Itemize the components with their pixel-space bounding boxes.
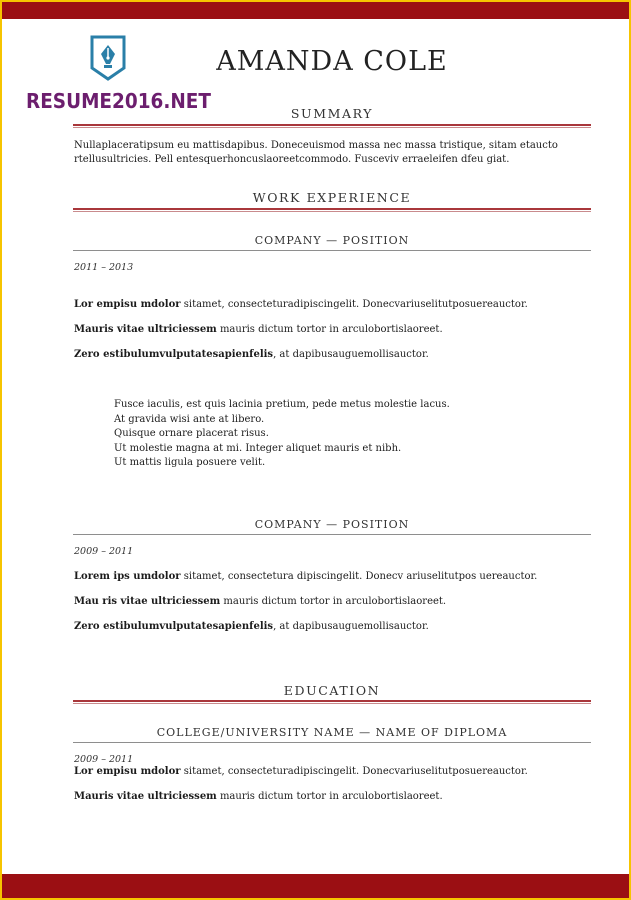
education-line-1-bold: Lor empisu mdolor xyxy=(74,766,181,777)
job-2-rule xyxy=(73,534,591,535)
job-2-line-2-text: mauris dictum tortor in arculobortislaoreet. xyxy=(220,596,447,607)
job-2-line-1-text: sitamet, consectetura dipiscingelit. Donecv ariuselitutpos uereauctor. xyxy=(180,571,538,582)
job-2-line-2 xyxy=(74,596,446,607)
job-1-line-1-bold: Lor empisu mdolor xyxy=(74,299,181,310)
job-1-detail: Quisque ornare placerat risus. xyxy=(114,428,269,439)
job-2-line-3-bold: Zero estibulumvulputatesapienfelis xyxy=(74,621,274,632)
bottom-bar xyxy=(2,874,629,898)
job-1-line-2 xyxy=(74,324,443,335)
job-2-line-1-bold: Lorem ips umdolor xyxy=(74,571,181,582)
fountain-pen-shield-icon xyxy=(88,34,128,82)
job-1-line-2-text: mauris dictum tortor in arculobortislaoreet. xyxy=(216,324,443,335)
summary-heading: SUMMARY xyxy=(290,106,374,121)
job-1-line-2-bold: Mauris vitae ultriciessem xyxy=(74,324,217,335)
resume-page xyxy=(2,2,629,898)
summary-text: Nullaplaceratipsum eu mattisdapibus. Doneceuismod massa nec massa tristique, sitam etaucto rtellusultricies. Pell entesquerhoncuslaoreetcommodo. Fusceviv erraeleifen dfeu giat. xyxy=(74,140,558,165)
job-1-rule xyxy=(73,250,591,251)
job-1-line-1-text: sitamet, consecteturadipiscingelit. Donecvariuselitutposuereauctor. xyxy=(180,299,528,310)
job-1-detail: Ut molestie magna at mi. Integer aliquet mauris et nibh. xyxy=(114,442,402,454)
job-1-dates: 2011 – 2013 xyxy=(74,262,134,273)
job-1-line-3-text: , at dapibusauguemollisauctor. xyxy=(273,349,429,360)
job-2-line-3-text: , at dapibusauguemollisauctor. xyxy=(273,621,429,632)
education-rule xyxy=(73,700,591,704)
education-line-2-bold: Mauris vitae ultriciessem xyxy=(74,791,217,802)
job-1-details xyxy=(114,398,450,471)
job-2-line-3 xyxy=(74,621,429,632)
job-2-line-2-bold: Mau ris vitae ultriciessem xyxy=(74,596,221,607)
job-2-title: COMPANY — POSITION xyxy=(254,518,410,531)
education-heading: EDUCATION xyxy=(283,683,381,698)
candidate-name: AMANDA COLE xyxy=(216,46,448,77)
summary-rule xyxy=(73,124,591,128)
job-2-dates: 2009 – 2011 xyxy=(74,546,134,557)
education-line-1 xyxy=(74,766,528,777)
job-2-line-1 xyxy=(74,571,537,582)
education-line-2 xyxy=(74,791,443,802)
job-1-detail: At gravida wisi ante at libero. xyxy=(114,413,265,425)
education-school: COLLEGE/UNIVERSITY NAME — NAME OF DIPLOMA xyxy=(156,726,508,739)
work-experience-rule xyxy=(73,208,591,212)
education-dates: 2009 – 2011 xyxy=(74,754,134,765)
job-1-title: COMPANY — POSITION xyxy=(254,234,410,247)
education-school-rule xyxy=(73,742,591,743)
education-line-2-text: mauris dictum tortor in arculobortislaoreet. xyxy=(216,791,443,802)
job-1-line-3-bold: Zero estibulumvulputatesapienfelis xyxy=(74,349,274,360)
logo-text: RESUME2016.NET xyxy=(26,89,211,113)
education-line-1-text: sitamet, consecteturadipiscingelit. Donecvariuselitutposuereauctor. xyxy=(180,766,528,777)
job-1-line-3 xyxy=(74,349,429,360)
work-experience-heading: WORK EXPERIENCE xyxy=(252,190,412,205)
job-1-line-1 xyxy=(74,299,528,310)
top-bar xyxy=(2,2,629,19)
job-1-detail: Fusce iaculis, est quis lacinia pretium, pede metus molestie lacus. xyxy=(114,399,450,410)
job-1-detail: Ut mattis ligula posuere velit. xyxy=(114,457,266,468)
